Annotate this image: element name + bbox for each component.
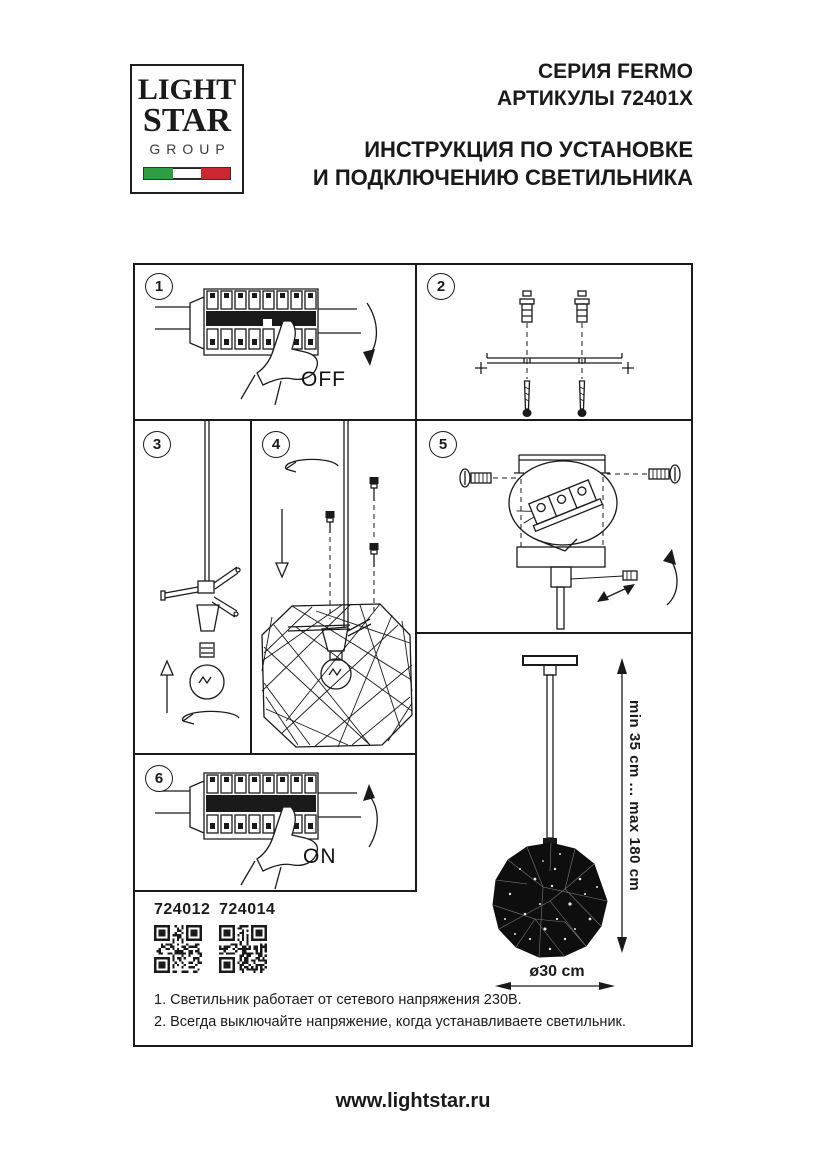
- step-4-panel: [252, 421, 415, 753]
- socket-bulb-diagram: [135, 421, 250, 753]
- product-724012: [154, 901, 211, 973]
- header-text-block: [223, 58, 693, 192]
- divider: [135, 890, 415, 892]
- product-code: 724012: [154, 901, 211, 918]
- screw-icon: [370, 477, 379, 539]
- screw-icon: [460, 469, 519, 487]
- screw-icon: [578, 381, 587, 417]
- shade-assembly-diagram: [252, 421, 415, 753]
- product-724014: [219, 901, 276, 973]
- step-1-panel: [135, 265, 415, 419]
- socket-diagram: [288, 619, 371, 651]
- website-text: www.lightstar.ru: [335, 1090, 491, 1112]
- ceiling-plate: [523, 656, 577, 665]
- qr-code: [219, 925, 267, 973]
- step-2-panel: [417, 265, 695, 419]
- off-label: OFF: [301, 368, 346, 391]
- breaker-diagram: [155, 773, 361, 839]
- height-range-label: min 35 cm ... max 180 cm: [626, 700, 643, 892]
- step-number-badge: 5: [429, 431, 457, 458]
- instruction-grid: [133, 263, 693, 1047]
- breaker-off-diagram: [135, 265, 415, 419]
- note-line-2: 2. Всегда выключайте напряжение, когда устанавливаете светильник.: [154, 1014, 626, 1030]
- screw-icon: [326, 511, 335, 619]
- hand-icon: [241, 321, 317, 405]
- step-number-badge: 2: [427, 273, 455, 300]
- step-5-panel: [417, 421, 695, 632]
- diameter-label: ø30 cm: [529, 963, 585, 980]
- step-number-badge: 1: [145, 273, 173, 300]
- italian-flag-stripe: [143, 167, 231, 180]
- note-line-1: 1. Светильник работает от сетевого напряжения 230В.: [154, 992, 522, 1008]
- double-arrow-icon: [597, 584, 635, 602]
- step-number-badge: 3: [143, 431, 171, 458]
- on-arrow-icon: [363, 784, 377, 847]
- flag-white-segment: [173, 168, 202, 179]
- pendant-wire: [344, 421, 348, 627]
- off-arrow-icon: [363, 303, 376, 366]
- step-6-panel: [135, 755, 415, 890]
- socket-diagram: [161, 567, 240, 631]
- pendant-lamp-diagram: [417, 634, 695, 1049]
- pendant-lamp-panel: [417, 634, 695, 1049]
- anchor-icon: [520, 291, 534, 322]
- step-number-badge: 4: [262, 431, 290, 458]
- grub-screw-icon: [571, 571, 637, 580]
- breaker-diagram: [155, 289, 361, 355]
- bracket-diagram: [475, 353, 634, 374]
- centerline: [527, 323, 582, 379]
- flag-green-segment: [144, 168, 173, 179]
- bulb-icon: [190, 643, 224, 699]
- qr-code: [154, 925, 202, 973]
- screw-icon: [523, 381, 532, 417]
- lamp-sphere: [493, 843, 607, 957]
- product-code: 724014: [219, 901, 276, 918]
- instruction-title-line1: ИНСТРУКЦИЯ ПО УСТАНОВКЕ: [364, 137, 693, 162]
- anchor-icon: [575, 291, 589, 322]
- step-3-panel: [135, 421, 250, 753]
- on-label: ON: [303, 845, 337, 868]
- ceiling-mount-diagram: [417, 421, 695, 632]
- rotate-arrow-icon: [183, 711, 239, 724]
- terminal-block-detail: [509, 461, 617, 551]
- bracket-kit-diagram: [417, 265, 695, 419]
- breaker-on-diagram: [135, 755, 415, 890]
- articles-title: АРТИКУЛЫ 72401X: [497, 87, 693, 110]
- product-codes-block: [154, 901, 276, 973]
- instruction-title-line2: И ПОДКЛЮЧЕНИЮ СВЕТИЛЬНИКА: [312, 165, 693, 190]
- pendant-wire: [205, 421, 209, 581]
- step-number-badge: 6: [145, 765, 173, 792]
- logo-word-group: GROUP: [149, 141, 231, 157]
- logo-word-star: STAR: [142, 102, 232, 139]
- screw-icon: [607, 465, 680, 483]
- down-arrow-icon: [276, 509, 288, 577]
- safety-notes: [154, 989, 684, 1033]
- canopy-diagram: [517, 547, 605, 629]
- pendant-rod: [547, 675, 553, 838]
- rotate-arrow-icon: [663, 549, 677, 605]
- series-title: СЕРИЯ FERMO: [537, 60, 693, 83]
- logo-word-light: LIGHT: [137, 73, 237, 106]
- up-arrow-icon: [161, 661, 173, 713]
- rotate-arrow-icon: [286, 459, 338, 472]
